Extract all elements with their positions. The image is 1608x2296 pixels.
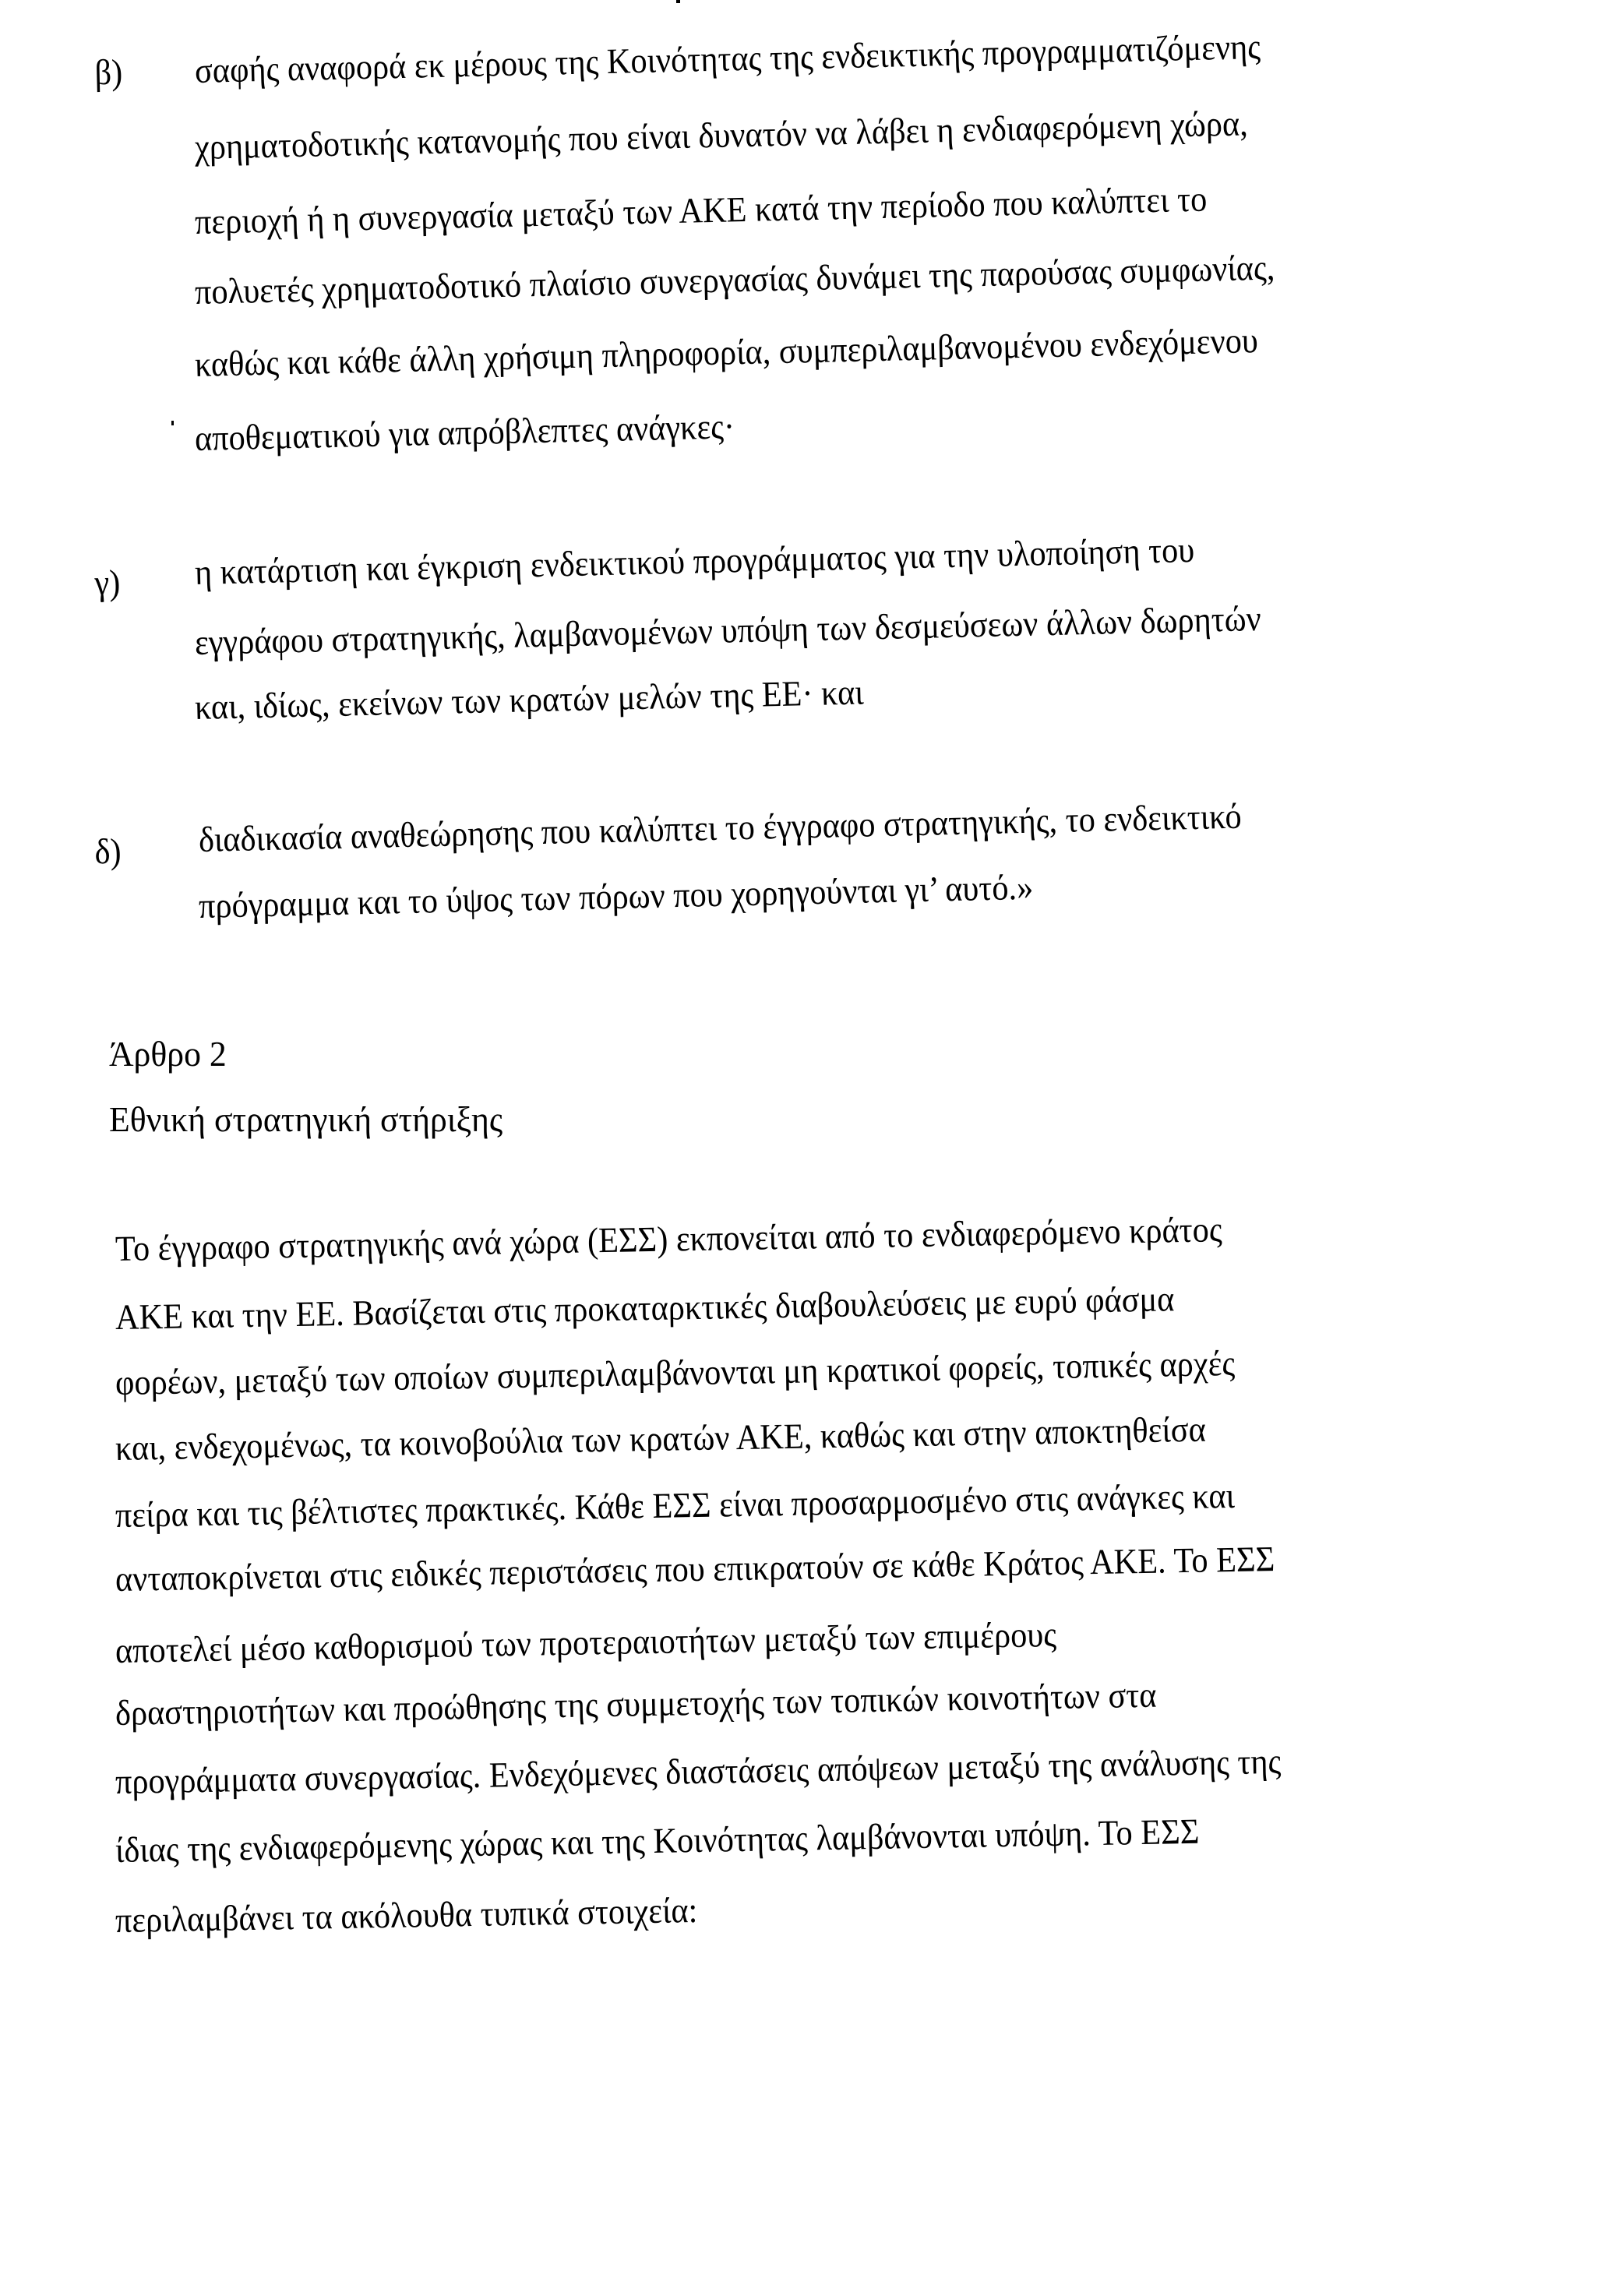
item-line: καθώς και κάθε άλλη χρήσιμη πληροφορία, συμπεριλαμβανομένου ενδεχόμενου <box>194 320 1259 384</box>
paragraph-line: φορέων, μεταξύ των οποίων συμπεριλαμβάνονται μη κρατικοί φορείς, τοπικές αρχές <box>115 1342 1236 1402</box>
item-label: δ) <box>93 831 122 872</box>
paragraph-line: ΑΚΕ και την ΕΕ. Βασίζεται στις προκαταρκτικές διαβουλεύσεις με ευρύ φάσμα <box>115 1278 1175 1337</box>
item-line: η κατάρτιση και έγκριση ενδεικτικού προγράμματος για την υλοποίηση του <box>194 529 1195 592</box>
paragraph-line: Το έγγραφο στρατηγικής ανά χώρα (ΕΣΣ) εκπονείται από το ενδιαφερόμενο κράτος <box>115 1209 1223 1268</box>
paragraph-line: προγράμματα συνεργασίας. Ενδεχόμενες διαστάσεις απόψεων μεταξύ της ανάλυσης της <box>115 1741 1282 1801</box>
article-number: Άρθρο 2 <box>109 1034 227 1074</box>
article-title: Εθνική στρατηγική στήριξης <box>109 1099 503 1139</box>
item-line: πολυετές χρηματοδοτικό πλαίσιο συνεργασίας δυνάμει της παρούσας συμφωνίας, <box>194 247 1275 312</box>
scan-speck <box>171 421 174 425</box>
item-line: διαδικασία αναθεώρησης που καλύπτει το έγγραφο στρατηγικής, το ενδεικτικό <box>198 795 1243 859</box>
item-line: πρόγραμμα και το ύψος των πόρων που χορηγούνται γι’ αυτό.» <box>198 866 1034 926</box>
item-line: εγγράφου στρατηγικής, λαμβανομένων υπόψη των δεσμεύσεων άλλων δωρητών <box>194 598 1262 662</box>
paragraph-line: ανταποκρίνεται στις ειδικές περιστάσεις που επικρατούν σε κάθε Κράτος ΑΚΕ. Το ΕΣΣ <box>115 1539 1275 1599</box>
item-label: γ) <box>93 562 121 603</box>
paragraph-line: αποτελεί μέσο καθορισμού των προτεραιοτήτων μεταξύ των επιμέρους <box>115 1614 1057 1670</box>
page-number-mark <box>676 0 723 5</box>
item-line: και, ιδίως, εκείνων των κρατών μελών της ΕΕ· και <box>194 672 865 727</box>
paragraph-line: πείρα και τις βέλτιστες πρακτικές. Κάθε ΕΣΣ είναι προσαρμοσμένο στις ανάγκες και <box>115 1475 1236 1535</box>
paragraph-line: περιλαμβάνει τα ακόλουθα τυπικά στοιχεία: <box>115 1889 698 1940</box>
paragraph-line: ίδιας της ενδιαφερόμενης χώρας και της Κοινότητας λαμβάνονται υπόψη. Το ΕΣΣ <box>115 1811 1200 1870</box>
item-line: αποθεματικού για απρόβλεπτες ανάγκες· <box>194 406 735 458</box>
paragraph-line: δραστηριοτήτων και προώθησης της συμμετοχής των τοπικών κοινοτήτων στα <box>115 1674 1157 1733</box>
item-label: β) <box>93 51 123 93</box>
item-line: χρηματοδοτικής κατανομής που είναι δυνατόν να λάβει η ενδιαφερόμενη χώρα, <box>194 103 1249 167</box>
item-line: σαφής αναφορά εκ μέρους της Κοινότητας της ενδεικτικής προγραμματιζόμενης <box>194 26 1261 90</box>
paragraph-line: και, ενδεχομένως, τα κοινοβούλια των κρατών ΑΚΕ, καθώς και στην αποκτηθείσα <box>115 1409 1207 1468</box>
item-line: περιοχή ή η συνεργασία μεταξύ των ΑΚΕ κατά την περίοδο που καλύπτει το <box>194 178 1208 242</box>
